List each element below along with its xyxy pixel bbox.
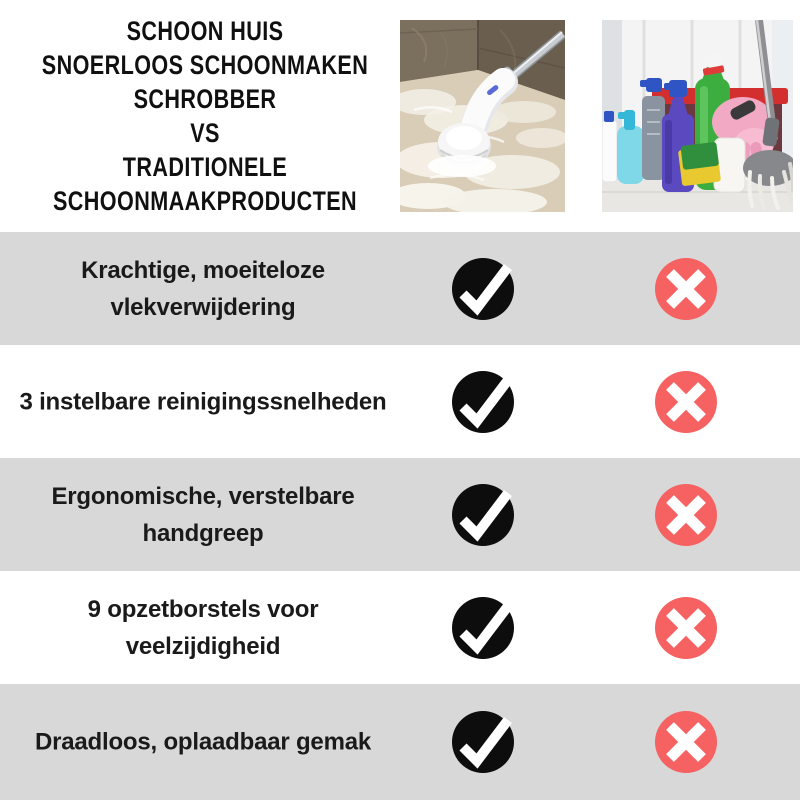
cross-icon bbox=[654, 370, 718, 434]
title-line: VS bbox=[190, 118, 220, 148]
cross-icon bbox=[654, 710, 718, 774]
comparison-row bbox=[0, 571, 800, 684]
feature-label: Krachtige, moeiteloze vlekverwijdering bbox=[81, 256, 325, 321]
check-icon bbox=[451, 257, 515, 321]
title-line: SCHOONMAAKPRODUCTEN bbox=[53, 186, 357, 216]
scrubber-product-image bbox=[400, 20, 565, 212]
page-title bbox=[41, 0, 369, 232]
comparison-row bbox=[0, 684, 800, 800]
comparison-table bbox=[0, 232, 800, 800]
title-line: SCHOON HUIS bbox=[126, 16, 284, 46]
title-line: TRADITIONELE bbox=[122, 152, 288, 182]
title-line: SNOERLOOS SCHOONMAKEN bbox=[41, 50, 369, 80]
cross-icon bbox=[654, 483, 718, 547]
feature-label: 3 instelbare reinigingssnelheden bbox=[19, 388, 387, 415]
comparison-row bbox=[0, 458, 800, 571]
feature-label: 9 opzetborstels voor veelzijdigheid bbox=[87, 595, 319, 660]
cross-icon bbox=[654, 596, 718, 660]
check-icon bbox=[451, 483, 515, 547]
comparison-row bbox=[0, 345, 800, 458]
feature-label: Draadloos, oplaadbaar gemak bbox=[34, 728, 372, 756]
feature-label: Ergonomische, verstelbare handgreep bbox=[51, 482, 355, 547]
check-icon bbox=[451, 596, 515, 660]
traditional-products-image bbox=[602, 20, 793, 212]
title-line: SCHROBBER bbox=[133, 84, 277, 114]
header bbox=[0, 0, 800, 232]
comparison-row bbox=[0, 232, 800, 345]
check-icon bbox=[451, 370, 515, 434]
cross-icon bbox=[654, 257, 718, 321]
check-icon bbox=[451, 710, 515, 774]
